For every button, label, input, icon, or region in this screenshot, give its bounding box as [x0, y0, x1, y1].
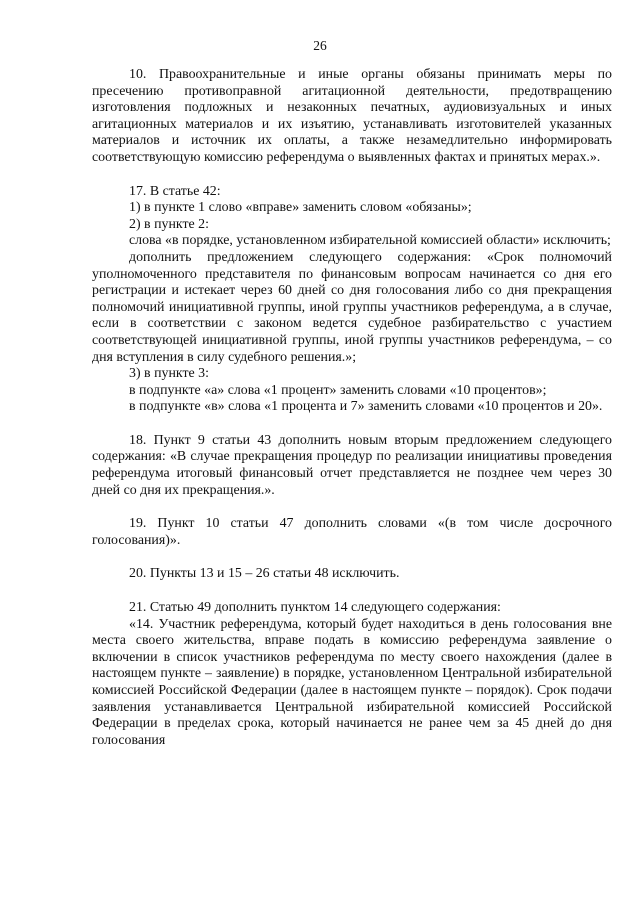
section-17-subpoint-v: в подпункте «в» слова «1 процента и 7» заменить словами «10 процентов и 20». [129, 399, 603, 415]
section-20: 20. Пункты 13 и 15 – 26 статьи 48 исключить. [129, 566, 400, 582]
section-21-heading: 21. Статью 49 дополнить пунктом 14 следующего содержания: [129, 600, 501, 616]
document-body [92, 67, 612, 749]
page-number: 26 [313, 38, 327, 53]
section-19: 19. Пункт 10 статьи 47 дополнить словами «(в том числе досрочного голосования)». [92, 516, 612, 548]
section-17-point-2-addition: дополнить предложением следующего содержания: «Срок полномочий уполномоченного представителя по финансовым вопросам начинается со дня его регистрации и истекает через 60 дней со дня голосования либо со дня прекращения полномочий инициативной группы, иной группы участников референдума, а в случае, если в соответствии с законом ведется судебное разбирательство с участием соответствующей инициативной группы, иной группы участников референдума, – со дня вступления в силу судебного решения.»; [92, 249, 612, 365]
section-21-point-14: «14. Участник референдума, который будет находиться в день голосования вне места своего жительства, вправе подать в комиссию референдума заявление о включении в список участников референдума по месту своего нахождения (далее в настоящем пункте – заявление) в порядке, установленном Центральной избирательной комиссией Российской Федерации (далее в настоящем пункте – порядок). Срок подачи заявления устанавливается Центральной избирательной комиссией Российской Федерации в пределах срока, который начинается не ранее чем за 45 дней до дня голосования [92, 616, 612, 748]
section-18: 18. Пункт 9 статьи 43 дополнить новым вторым предложением следующего содержания: «В случае прекращения процедур по реализации инициативы проведения референдума итоговый финансовый отчет представляется не позднее чем через 30 дней со дня их прекращения.». [92, 432, 612, 498]
section-17-subpoint-a: в подпункте «а» слова «1 процент» заменить словами «10 процентов»; [129, 382, 547, 398]
paragraph-item-10: 10. Правоохранительные и иные органы обязаны принимать меры по пресечению противоправной агитационной деятельности, предотвращению изготовления подложных и незаконных печатных, аудиовизуальных и иных агитационных материалов и их изъятию, устанавливать изготовителей указанных материалов и источник их оплаты, а также незамедлительно информировать соответствующую комиссию референдума о выявленных фактах и принятых мерах.». [92, 67, 612, 165]
section-17-point-3: 3) в пункте 3: [129, 366, 209, 382]
section-17-heading: 17. В статье 42: [129, 183, 221, 199]
section-17-point-2: 2) в пункте 2: [129, 216, 209, 232]
section-17-point-1: 1) в пункте 1 слово «вправе» заменить словом «обязаны»; [129, 200, 472, 216]
section-17-point-2-words: слова «в порядке, установленном избирательной комиссией области» исключить; [129, 233, 611, 249]
